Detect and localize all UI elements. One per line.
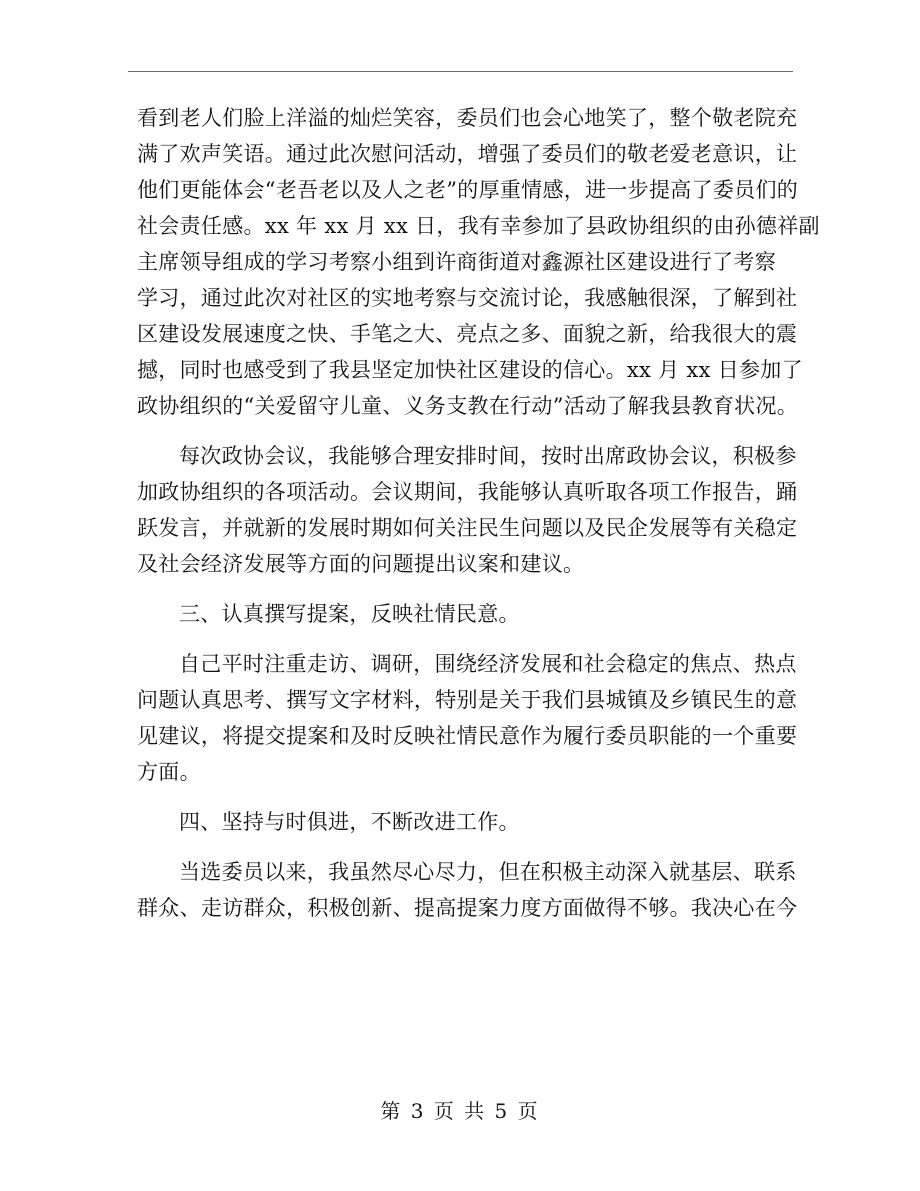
- text-line: 满了欢声笑语。通过此次慰问活动，增强了委员们的敬老爱老意识，让: [137, 142, 798, 166]
- paragraph: [137, 438, 797, 582]
- paragraph: [137, 854, 797, 926]
- text-line: 区建设发展速度之快、手笔之大、亮点之多、面貌之新，给我很大的震: [137, 322, 798, 346]
- text-line: 跃发言，并就新的发展时期如何关注民生问题以及民企发展等有关稳定: [137, 516, 798, 540]
- text-line: 自己平时注重走访、调研，围绕经济发展和社会稳定的焦点、热点: [179, 652, 797, 676]
- header-rule: [128, 71, 793, 72]
- text-line: 四、坚持与时俱进，不断改进工作。: [179, 810, 520, 834]
- text-line: 及社会经济发展等方面的问题提出议案和建议。: [137, 552, 585, 576]
- text-line: 加政协组织的各项活动。会议期间，我能够认真听取各项工作报告，踊: [137, 480, 798, 504]
- text-line: 方面。: [137, 760, 201, 784]
- text-line: 他们更能体会“老吾老以及人之老”的厚重情感，进一步提高了委员们的: [137, 178, 799, 202]
- text-line: 撼，同时也感受到了我县坚定加快社区建设的信心。xx 月 xx 日参加了: [137, 358, 803, 382]
- text-line: 三、认真撰写提案，反映社情民意。: [179, 602, 520, 626]
- text-line: 群众、走访群众，积极创新、提高提案力度方面做得不够。我决心在今: [137, 896, 798, 920]
- text-line: 问题认真思考、撰写文字材料，特别是关于我们县城镇及乡镇民生的意: [137, 688, 798, 712]
- text-line: 主席领导组成的学习考察小组到许商街道对鑫源社区建设进行了考察: [137, 250, 776, 274]
- paragraph: [137, 646, 797, 790]
- text-line: 社会责任感。xx 年 xx 月 xx 日，我有幸参加了县政协组织的由孙德祥副: [137, 214, 820, 238]
- section-heading: [137, 596, 797, 632]
- text-line: 学习，通过此次对社区的实地考察与交流讨论，我感触很深，了解到社: [137, 286, 798, 310]
- page-number-footer: 第 3 页 共 5 页: [380, 1099, 540, 1123]
- text-line: 政协组织的“关爱留守儿童、义务支教在行动”活动了解我县教育状况。: [137, 394, 799, 418]
- text-line: 每次政协会议，我能够合理安排时间，按时出席政协会议，积极参: [179, 444, 797, 468]
- text-line: 看到老人们脸上洋溢的灿烂笑容，委员们也会心地笑了，整个敬老院充: [137, 106, 798, 130]
- text-line: 见建议，将提交提案和及时反映社情民意作为履行委员职能的一个重要: [137, 724, 798, 748]
- document-body: [137, 100, 820, 926]
- section-heading: [137, 804, 797, 840]
- paragraph: [137, 100, 820, 424]
- text-line: 当选委员以来，我虽然尽心尽力，但在积极主动深入就基层、联系: [179, 860, 797, 884]
